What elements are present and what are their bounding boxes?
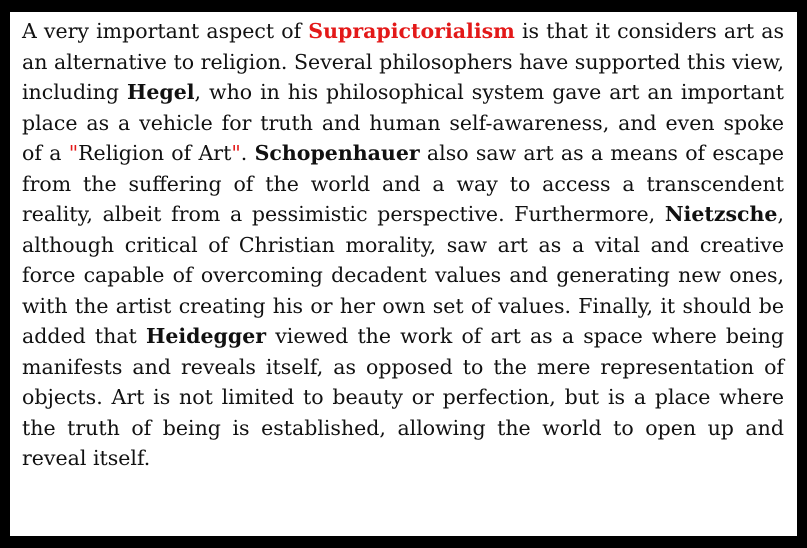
text-segment: A very important aspect of xyxy=(22,19,309,43)
religion-of-art-phrase: Religion of Art xyxy=(78,141,232,165)
heidegger-name: Heidegger xyxy=(145,324,267,348)
text-segment: also saw art as a means of escape from the suffering of the world and a way to access a transcendent reality, albeit from a pessimistic perspective. Furthermore, xyxy=(22,141,785,226)
quote-close-mark: " xyxy=(231,141,241,165)
hegel-name: Hegel xyxy=(126,80,195,104)
text-segment: is that it considers art as an alternative to religion. Several philosophers have supported this view, including xyxy=(22,19,784,104)
text-panel xyxy=(10,12,797,536)
text-segment: viewed the work of art as a space where being manifests and reveals itself, as opposed to the mere representation of objects. Art is not limited to beauty or perfection, but is a place where the truth of being is established, allowing the world to open up and reveal itself. xyxy=(22,324,785,470)
schopenhauer-name: Schopenhauer xyxy=(254,141,420,165)
body-paragraph xyxy=(22,16,784,474)
text-segment: , although critical of Christian morality, saw art as a vital and creative force capable of overcoming decadent values and generating new ones, with the artist creating his or her own set of values. Finally, it should be added that xyxy=(22,202,784,348)
suprapictorialism-term: Suprapictorialism xyxy=(308,19,515,43)
nietzsche-name: Nietzsche xyxy=(664,202,778,226)
text-segment: , who in his philosophical system gave art an important place as a vehicle for truth and human self-awareness, and even spoke of a xyxy=(22,80,784,165)
quote-open-mark: " xyxy=(68,141,79,165)
text-segment: . xyxy=(240,141,255,165)
